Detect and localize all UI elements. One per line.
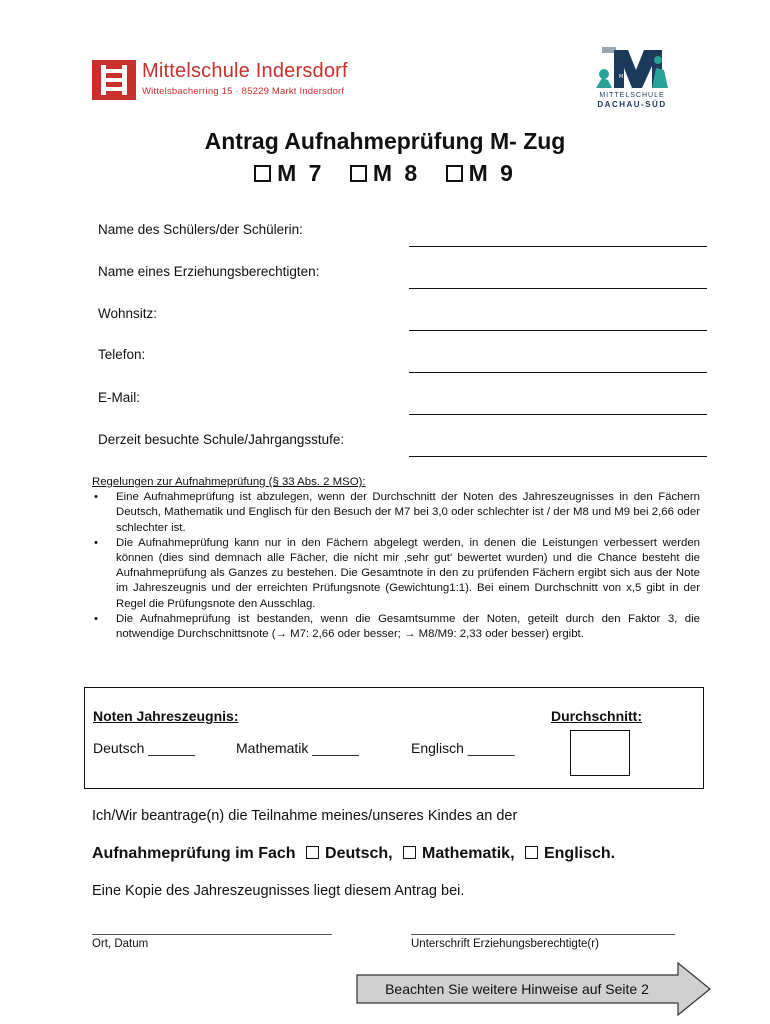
next-page-hint: Beachten Sie weitere Hinweise auf Seite 2 (385, 981, 649, 997)
phone-field[interactable] (409, 372, 707, 373)
grade-englisch-field[interactable]: Englisch ______ (411, 740, 515, 756)
exam-subject-line (92, 845, 615, 863)
grades-heading: Noten Jahreszeugnis: (93, 708, 239, 724)
email-label: E-Mail: (98, 390, 141, 405)
checkbox-deutsch[interactable] (306, 846, 319, 859)
school-name: Mittelschule Indersdorf (142, 60, 348, 82)
student-name-field[interactable] (409, 246, 707, 247)
place-date-field[interactable] (92, 934, 332, 935)
residence-field[interactable] (409, 330, 707, 331)
regulation-item: • Die Aufnahmeprüfung ist bestanden, wenn die Gesamtsumme der Noten, geteilt durch den Faktor 3, die notwendige Durchschnittsnote (→ M7: 2,66 oder besser; → M8/M9: 2,33 oder besser) ergibt. (92, 612, 700, 642)
student-name-label: Name des Schülers/der Schülerin: (98, 222, 303, 237)
next-page-arrow (356, 962, 712, 1016)
partner-school-line2: DACHAU-SÜD (597, 100, 667, 109)
partner-school-line1: MITTELSCHULE (599, 92, 665, 99)
request-text: Ich/Wir beantrage(n) die Teilnahme meines/unseres Kindes an der (92, 808, 518, 824)
grade-deutsch-field[interactable]: Deutsch ______ (93, 740, 195, 756)
exam-option-mathematik: Mathematik, (422, 845, 515, 862)
zug-options (0, 160, 770, 188)
exam-option-deutsch: Deutsch, (325, 845, 393, 862)
place-date-label: Ort, Datum (92, 938, 149, 950)
regulations-heading: Regelungen zur Aufnahmeprüfung (§ 33 Abs. 2 MSO): (92, 476, 366, 488)
average-input-box[interactable] (570, 730, 630, 776)
current-school-field[interactable] (409, 456, 707, 457)
signature-field[interactable] (411, 934, 675, 935)
regulations-section (92, 475, 700, 642)
average-heading: Durchschnitt: (551, 708, 642, 724)
current-school-label: Derzeit besuchte Schule/Jahrgangsstufe: (98, 432, 345, 447)
exam-option-englisch: Englisch. (543, 845, 616, 862)
residence-label: Wohnsitz: (98, 306, 158, 321)
checkbox-m8[interactable] (350, 165, 367, 182)
checkbox-englisch[interactable] (525, 846, 538, 859)
phone-label: Telefon: (98, 347, 146, 362)
school-address: Wittelsbacherring 15 · 85229 Markt Indersdorf (142, 86, 345, 97)
checkbox-mathematik[interactable] (403, 846, 416, 859)
regulation-item: • Die Aufnahmeprüfung kann nur in den Fächern abgelegt werden, in denen die Leistungen verbessert werden können (dies sind demnach alle Fächer, die nicht mir ‚sehr gut' bewertet wurden) und die Chance besteht die Aufnahmeprüfung als Ganzes zu bestehen. Die Gesamtnote in den zu prüfenden Fächern ergibt sich aus der Note im Jahreszeugnis und der erreichten Prüfungsnote (Gewichtung1:1). Bei einem Durchschnitt von x,5 gibt in der Regel die Prüfungsnote den Ausschlag. (92, 536, 700, 612)
exam-subject-prefix: Aufnahmeprüfung im Fach (92, 845, 296, 862)
svg-text:M: M (619, 74, 624, 80)
guardian-name-field[interactable] (409, 288, 707, 289)
zug-option-m7[interactable]: M 7 (254, 160, 324, 187)
regulation-item: • Eine Aufnahmeprüfung ist abzulegen, wenn der Durchschnitt der Noten des Jahreszeugnisses in den Fächern Deutsch, Mathematik und Englisch für den Besuch der M7 bei 3,0 oder schlechter ist / der M8 und M9 bei 2,66 oder schlechter ist. (92, 490, 700, 536)
partner-school-logo (592, 44, 672, 110)
checkbox-m7[interactable] (254, 165, 271, 182)
grade-mathematik-field[interactable]: Mathematik ______ (236, 740, 359, 756)
zug-option-m8[interactable]: M 8 (350, 160, 420, 187)
email-field[interactable] (409, 414, 707, 415)
partner-school-logo-mark-icon (592, 44, 672, 92)
copy-note: Eine Kopie des Jahreszeugnisses liegt diesem Antrag bei. (92, 883, 465, 899)
school-logo (92, 60, 348, 100)
guardian-name-label: Name eines Erziehungsberechtigten: (98, 264, 320, 279)
grades-box (84, 687, 704, 789)
zug-option-m9[interactable]: M 9 (446, 160, 516, 187)
checkbox-m9[interactable] (446, 165, 463, 182)
school-logo-mark-icon (92, 60, 136, 100)
signature-label: Unterschrift Erziehungsberechtigte(r) (411, 938, 599, 950)
page-title: Antrag Aufnahmeprüfung M- Zug (204, 128, 566, 154)
